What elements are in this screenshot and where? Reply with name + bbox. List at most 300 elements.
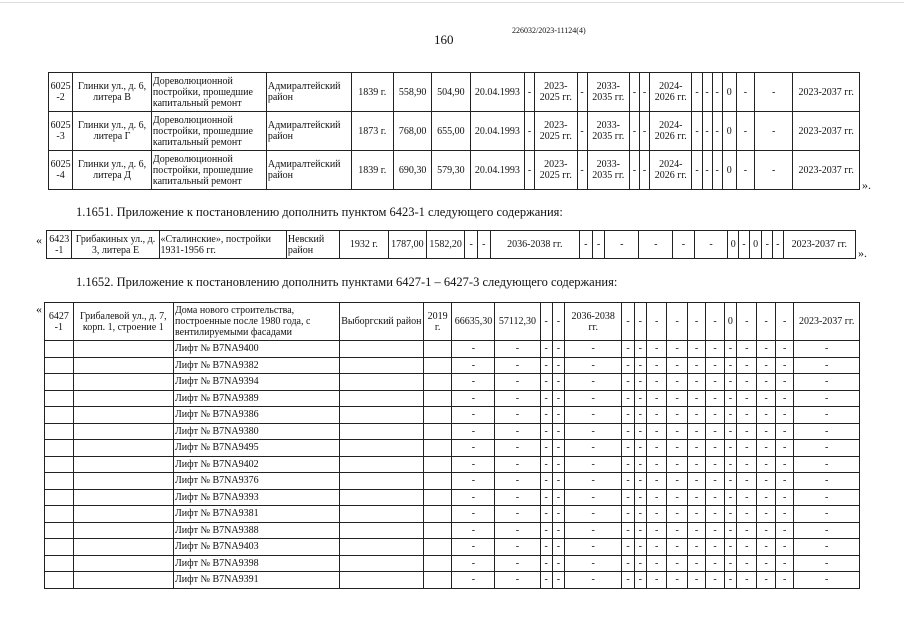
table-cell: -	[737, 473, 757, 490]
table-cell	[73, 341, 173, 358]
table-cell	[45, 506, 74, 523]
table-row	[49, 73, 860, 112]
table-cell: -	[737, 341, 757, 358]
table-cell: 2023-2025 гг.	[535, 112, 577, 151]
table-cell: -	[540, 357, 552, 374]
table-cell: -	[579, 231, 592, 259]
table-cell: -	[667, 489, 687, 506]
table-cell: -	[724, 506, 736, 523]
table-cell: Лифт № B7NA9380	[173, 423, 339, 440]
table-cell: -	[540, 473, 552, 490]
table-cell: -	[622, 374, 634, 391]
table-cell	[73, 539, 173, 556]
table-cell: -	[775, 506, 793, 523]
table-cell: -	[552, 390, 564, 407]
table-cell	[423, 407, 452, 424]
table-cell: 2024-2026 гг.	[650, 73, 692, 112]
table-cell: -	[646, 390, 666, 407]
table-cell: -	[775, 489, 793, 506]
table-cell: -	[706, 473, 724, 490]
table-cell: -	[552, 423, 564, 440]
table-row	[45, 440, 860, 457]
table-cell: -	[565, 506, 622, 523]
table-cell: -	[646, 489, 666, 506]
table-cell: -	[495, 522, 540, 539]
table-cell: 2023-2025 гг.	[535, 73, 577, 112]
table-cell: -	[622, 572, 634, 589]
table-cell	[73, 374, 173, 391]
table-cell	[45, 423, 74, 440]
table-cell: -	[692, 151, 702, 190]
table-cell	[339, 522, 423, 539]
table-cell: -	[646, 341, 666, 358]
table-cell: -	[757, 473, 775, 490]
table-cell: -	[634, 341, 646, 358]
table-cell	[73, 555, 173, 572]
table-cell: -	[737, 506, 757, 523]
table-cell: -	[757, 390, 775, 407]
table-row	[49, 151, 860, 190]
table-cell: -	[687, 572, 705, 589]
table-cell	[45, 390, 74, 407]
table-cell: -	[565, 407, 622, 424]
table-cell: -	[737, 407, 757, 424]
table-cell: -	[552, 506, 564, 523]
table-cell	[423, 374, 452, 391]
table-cell: -	[687, 407, 705, 424]
table-cell: -	[687, 390, 705, 407]
table-cell: -	[622, 473, 634, 490]
table-cell: -	[540, 522, 552, 539]
table-cell: Лифт № B7NA9389	[173, 390, 339, 407]
opening-quote: «	[36, 233, 42, 247]
table-cell: -	[706, 489, 724, 506]
table-cell: -	[452, 357, 495, 374]
table-cell: -	[724, 473, 736, 490]
table-cell: -	[754, 151, 792, 190]
table-cell: -	[667, 555, 687, 572]
table-6025	[48, 72, 860, 190]
table-cell: -	[754, 73, 792, 112]
table-cell	[339, 456, 423, 473]
table-cell: -	[646, 506, 666, 523]
table-cell: -	[622, 539, 634, 556]
table-cell: Лифт № B7NA9402	[173, 456, 339, 473]
table-cell: -	[706, 341, 724, 358]
table-cell: -	[646, 555, 666, 572]
table-cell: -	[757, 539, 775, 556]
table-cell	[73, 522, 173, 539]
table-cell: -	[775, 357, 793, 374]
table-cell: Лифт № B7NA9400	[173, 341, 339, 358]
table-cell: 2023-2025 гг.	[535, 151, 577, 190]
table-cell: -	[775, 555, 793, 572]
table-cell: -	[687, 456, 705, 473]
table-cell: -	[540, 341, 552, 358]
table-cell: -	[452, 489, 495, 506]
table-cell: -	[794, 423, 860, 440]
table-cell: 2024-2026 гг.	[650, 151, 692, 190]
table-cell: Лифт № B7NA9386	[173, 407, 339, 424]
table-cell: -	[762, 231, 773, 259]
table-cell: -	[706, 572, 724, 589]
table-cell: -	[634, 303, 646, 341]
table-cell: -	[737, 357, 757, 374]
table-cell	[73, 572, 173, 589]
table-cell: -	[565, 440, 622, 457]
table-cell: -	[552, 522, 564, 539]
table-cell: -	[639, 231, 673, 259]
table-cell: -	[706, 303, 724, 341]
table-cell: -	[667, 440, 687, 457]
table-cell	[45, 440, 74, 457]
table-cell: 66635,30	[452, 303, 495, 341]
table-cell	[423, 423, 452, 440]
table-cell: -	[712, 151, 722, 190]
table-row	[45, 555, 860, 572]
table-cell: 2023-2037 гг.	[794, 303, 860, 341]
table-cell: -	[673, 231, 694, 259]
table-cell: -	[634, 440, 646, 457]
table-cell	[423, 539, 452, 556]
table-cell: Глинки ул., д. 6, литера Г	[73, 112, 152, 151]
table-cell: -	[565, 374, 622, 391]
paragraph-1651: 1.1651. Приложение к постановлению дополнить пунктом 6423-1 следующего содержания:	[76, 205, 563, 219]
table-cell: -	[452, 473, 495, 490]
table-cell: -	[667, 407, 687, 424]
table-cell: -	[552, 303, 564, 341]
table-cell: -	[706, 506, 724, 523]
table-cell	[423, 341, 452, 358]
table-cell: -	[706, 407, 724, 424]
table-cell: -	[634, 555, 646, 572]
closing-quote: ».	[862, 178, 871, 192]
table-cell: -	[605, 231, 639, 259]
table-cell	[423, 555, 452, 572]
table-cell: -	[452, 506, 495, 523]
table-cell: -	[667, 423, 687, 440]
page-number: 160	[434, 32, 454, 47]
table-cell: 1839 г.	[351, 151, 393, 190]
table-cell: -	[495, 572, 540, 589]
table-cell: -	[452, 555, 495, 572]
table-cell: Адмиралтейский район	[266, 73, 351, 112]
table-cell	[339, 357, 423, 374]
table-cell	[339, 423, 423, 440]
table-cell: -	[757, 423, 775, 440]
table-cell	[339, 539, 423, 556]
table-cell: -	[775, 440, 793, 457]
table-cell: -	[724, 440, 736, 457]
table-cell: -	[540, 572, 552, 589]
table-row	[45, 572, 860, 589]
table-cell: -	[794, 473, 860, 490]
table-cell: 2023-2037 гг.	[783, 231, 855, 259]
table-cell: 0	[722, 151, 736, 190]
table-cell: -	[552, 489, 564, 506]
table-cell: -	[706, 539, 724, 556]
table-cell: -	[712, 73, 722, 112]
table-cell: -	[634, 407, 646, 424]
table-cell: -	[706, 423, 724, 440]
table-cell: -	[592, 231, 605, 259]
table-cell: -	[646, 357, 666, 374]
table-cell: 655,00	[432, 112, 470, 151]
table-cell: -	[692, 73, 702, 112]
table-cell: -	[736, 73, 754, 112]
table-cell: Грибакиных ул., д. 3, литера Е	[72, 231, 159, 259]
table-cell: -	[724, 489, 736, 506]
table-cell: -	[452, 407, 495, 424]
table-cell: -	[702, 73, 712, 112]
table-cell: -	[552, 555, 564, 572]
paragraph-1652: 1.1652. Приложение к постановлению дополнить пунктами 6427-1 – 6427-3 следующего содержания:	[76, 275, 618, 289]
table-cell	[339, 390, 423, 407]
table-cell	[45, 374, 74, 391]
table-cell: -	[794, 407, 860, 424]
table-6427	[44, 302, 860, 589]
table-cell: -	[737, 522, 757, 539]
table-cell	[423, 489, 452, 506]
table-cell: -	[646, 423, 666, 440]
table-cell: -	[706, 522, 724, 539]
table-cell: -	[565, 555, 622, 572]
table-cell: -	[577, 151, 587, 190]
table-cell: -	[552, 357, 564, 374]
table-cell: -	[565, 357, 622, 374]
table-cell: -	[565, 423, 622, 440]
table-cell: -	[634, 357, 646, 374]
table-cell: -	[465, 231, 478, 259]
table-cell: -	[757, 440, 775, 457]
table-cell: -	[452, 539, 495, 556]
table-cell: -	[737, 539, 757, 556]
table-cell: -	[724, 341, 736, 358]
table-cell: -	[794, 506, 860, 523]
table-cell: 6025 -4	[49, 151, 73, 190]
table-cell: -	[552, 407, 564, 424]
table-cell: -	[646, 456, 666, 473]
table-cell	[339, 374, 423, 391]
table-cell	[45, 341, 74, 358]
table-cell: -	[757, 506, 775, 523]
table-cell	[73, 473, 173, 490]
table-cell: -	[565, 341, 622, 358]
table-cell: -	[737, 423, 757, 440]
table-cell: -	[565, 522, 622, 539]
table-cell: -	[667, 374, 687, 391]
table-row	[45, 357, 860, 374]
table-cell: -	[540, 374, 552, 391]
table-cell: -	[706, 440, 724, 457]
table-cell: -	[737, 456, 757, 473]
table-cell: -	[667, 506, 687, 523]
table-cell: -	[540, 303, 552, 341]
table-cell: -	[694, 231, 728, 259]
table-cell: -	[629, 73, 639, 112]
table-cell	[423, 390, 452, 407]
table-cell	[339, 440, 423, 457]
table-cell: -	[757, 303, 775, 341]
table-cell: -	[687, 539, 705, 556]
table-cell	[45, 473, 74, 490]
table-cell	[423, 440, 452, 457]
table-cell: -	[687, 555, 705, 572]
table-cell: Невский район	[286, 231, 339, 259]
table-cell: -	[757, 341, 775, 358]
table-cell: -	[495, 407, 540, 424]
document-number: 226032/2023-11124(4)	[512, 26, 586, 35]
table-cell: Грибалевой ул., д. 7, корп. 1, строение 1	[73, 303, 173, 341]
table-cell: -	[775, 303, 793, 341]
table-cell: 2023-2037 гг.	[793, 73, 860, 112]
table-cell: -	[634, 506, 646, 523]
table-cell	[423, 522, 452, 539]
table-cell: -	[775, 522, 793, 539]
table-cell: -	[634, 539, 646, 556]
table-cell: -	[775, 341, 793, 358]
table-cell	[423, 506, 452, 523]
table-cell: -	[495, 456, 540, 473]
table-cell: -	[667, 303, 687, 341]
table-cell: -	[495, 341, 540, 358]
table-cell: Адмиралтейский район	[266, 151, 351, 190]
table-cell: -	[622, 390, 634, 407]
table-cell	[45, 572, 74, 589]
table-cell: Дореволюционной постройки, прошедшие капитальный ремонт	[151, 151, 266, 190]
table-row	[45, 341, 860, 358]
table-cell: -	[724, 390, 736, 407]
table-cell: -	[724, 522, 736, 539]
table-cell: -	[634, 374, 646, 391]
table-cell	[73, 357, 173, 374]
table-cell: -	[667, 456, 687, 473]
table-cell: Лифт № B7NA9393	[173, 489, 339, 506]
table-cell	[423, 572, 452, 589]
table-cell: -	[687, 506, 705, 523]
table-cell: -	[757, 357, 775, 374]
table-cell: -	[495, 489, 540, 506]
table-cell: Лифт № B7NA9398	[173, 555, 339, 572]
table-cell: -	[540, 489, 552, 506]
table-cell: 504,90	[432, 73, 470, 112]
table-cell: 2036-2038 гг.	[490, 231, 579, 259]
table-cell: -	[477, 231, 490, 259]
table-cell: -	[737, 572, 757, 589]
table-cell: -	[646, 374, 666, 391]
table-cell: -	[646, 303, 666, 341]
table-cell: -	[724, 357, 736, 374]
table-cell: 1873 г.	[351, 112, 393, 151]
table-cell: 2033-2035 гг.	[587, 112, 629, 151]
table-cell: -	[736, 112, 754, 151]
table-row	[45, 390, 860, 407]
table-cell: -	[687, 489, 705, 506]
table-cell: -	[757, 555, 775, 572]
table-cell: 2033-2035 гг.	[587, 73, 629, 112]
table-row	[45, 522, 860, 539]
table-cell: -	[667, 539, 687, 556]
table-cell: -	[724, 572, 736, 589]
table-cell	[423, 473, 452, 490]
table-cell: -	[724, 555, 736, 572]
table-cell: -	[640, 73, 650, 112]
table-cell: -	[646, 572, 666, 589]
table-cell: 690,30	[393, 151, 431, 190]
table-cell: -	[565, 489, 622, 506]
table-row	[45, 506, 860, 523]
table-cell: -	[754, 112, 792, 151]
table-cell: 0	[749, 231, 762, 259]
table-cell: -	[737, 390, 757, 407]
table-cell: -	[552, 539, 564, 556]
table-cell: Лифт № B7NA9403	[173, 539, 339, 556]
table-cell: -	[452, 440, 495, 457]
table-cell: -	[452, 390, 495, 407]
table-cell	[45, 522, 74, 539]
table-cell: «Сталинские», постройки 1931-1956 гг.	[159, 231, 286, 259]
table-cell: 6427 -1	[45, 303, 74, 341]
table-cell: -	[794, 390, 860, 407]
table-cell: Лифт № B7NA9388	[173, 522, 339, 539]
table-cell: -	[495, 374, 540, 391]
table-cell	[45, 407, 74, 424]
table-cell	[45, 456, 74, 473]
table-cell: -	[622, 303, 634, 341]
table-cell: -	[773, 231, 784, 259]
table-cell: -	[495, 440, 540, 457]
table-cell: -	[737, 440, 757, 457]
table-cell: -	[565, 390, 622, 407]
table-cell: -	[565, 572, 622, 589]
table-row	[45, 303, 860, 341]
table-cell: -	[757, 572, 775, 589]
table-cell: 1839 г.	[351, 73, 393, 112]
table-cell: -	[712, 112, 722, 151]
table-cell	[339, 506, 423, 523]
table-cell: -	[552, 473, 564, 490]
table-cell: -	[622, 489, 634, 506]
table-cell: Лифт № B7NA9495	[173, 440, 339, 457]
table-cell	[73, 440, 173, 457]
table-cell: -	[775, 423, 793, 440]
table-cell: -	[540, 506, 552, 523]
table-cell: -	[495, 539, 540, 556]
table-row	[45, 423, 860, 440]
table-cell: -	[692, 112, 702, 151]
table-cell: Дома нового строительства, построенные после 1980 года, с вентилируемыми фасадами	[173, 303, 339, 341]
table-row	[45, 473, 860, 490]
table-cell: -	[540, 456, 552, 473]
table-cell: -	[794, 572, 860, 589]
table-cell: -	[577, 73, 587, 112]
table-cell: -	[634, 456, 646, 473]
table-cell	[423, 456, 452, 473]
table-cell: -	[646, 539, 666, 556]
table-cell: -	[577, 112, 587, 151]
table-cell: -	[737, 374, 757, 391]
table-cell: -	[452, 374, 495, 391]
table-cell: -	[565, 539, 622, 556]
table-cell: -	[495, 423, 540, 440]
table-cell: -	[794, 357, 860, 374]
table-cell: -	[687, 440, 705, 457]
table-cell: -	[540, 555, 552, 572]
table-cell: -	[552, 341, 564, 358]
table-cell: Лифт № B7NA9394	[173, 374, 339, 391]
table-cell: 2033-2035 гг.	[587, 151, 629, 190]
table-cell: Дореволюционной постройки, прошедшие капитальный ремонт	[151, 112, 266, 151]
